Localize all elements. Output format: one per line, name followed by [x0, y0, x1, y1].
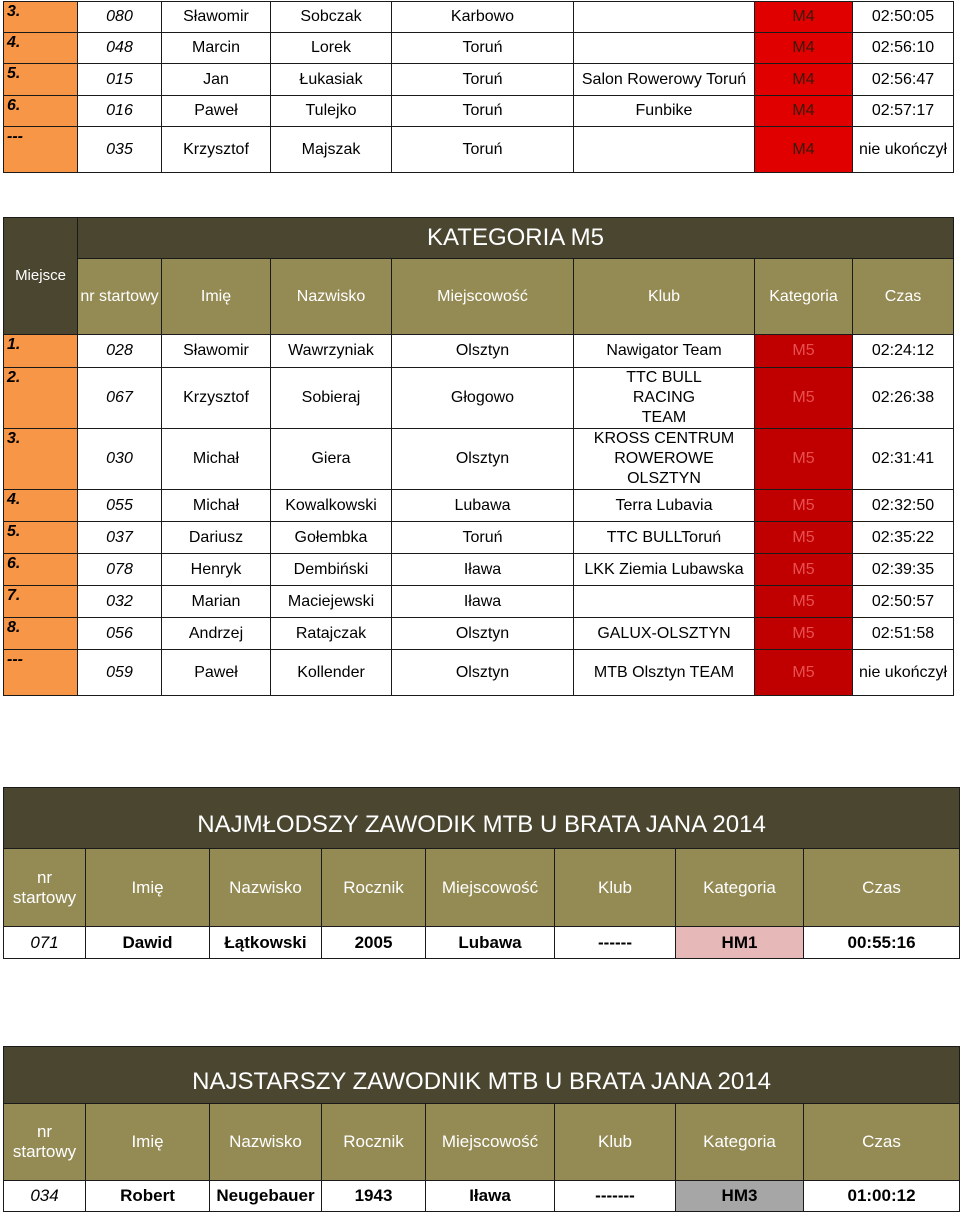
- time-cell: 02:50:57: [853, 586, 954, 618]
- table-row: [4, 650, 954, 696]
- place-cell: 4.: [4, 33, 78, 64]
- city-cell: Iława: [392, 586, 574, 618]
- city-cell: Olsztyn: [392, 335, 574, 368]
- city-cell: Toruń: [392, 33, 574, 64]
- city-cell: Toruń: [392, 127, 574, 173]
- club-cell: [574, 2, 755, 33]
- column-header-time: Czas: [853, 259, 954, 335]
- category-cell: M5: [755, 554, 853, 586]
- last-name-cell: Majszak: [271, 127, 392, 173]
- table-row: [4, 429, 954, 490]
- category-cell: M5: [755, 490, 853, 522]
- club-cell: [574, 33, 755, 64]
- city-cell: Toruń: [392, 522, 574, 554]
- last-name-cell: Kollender: [271, 650, 392, 696]
- start-number-cell: 080: [78, 2, 162, 33]
- start-number-cell: 015: [78, 64, 162, 96]
- start-number-cell: 071: [4, 927, 86, 959]
- time-cell: 02:32:50: [853, 490, 954, 522]
- table-row: [4, 1181, 960, 1212]
- time-cell: 02:26:38: [853, 368, 954, 429]
- place-cell: 7.: [4, 586, 78, 618]
- column-header-category: Kategoria: [676, 1104, 804, 1181]
- oldest-table-header: [4, 1047, 960, 1181]
- column-header-start-number: nr startowy: [4, 849, 86, 927]
- m5-table-header: [4, 218, 954, 335]
- time-cell: 02:24:12: [853, 335, 954, 368]
- club-cell: ------: [555, 927, 676, 959]
- youngest-table-header: [4, 788, 960, 927]
- column-header-last-name: Nazwisko: [210, 849, 322, 927]
- time-cell: nie ukończył: [853, 650, 954, 696]
- city-cell: Głogowo: [392, 368, 574, 429]
- last-name-cell: Tulejko: [271, 96, 392, 127]
- time-cell: 02:51:58: [853, 618, 954, 650]
- start-number-cell: 055: [78, 490, 162, 522]
- first-name-cell: Andrzej: [162, 618, 271, 650]
- place-cell: 2.: [4, 368, 78, 429]
- club-cell: Terra Lubavia: [574, 490, 755, 522]
- first-name-cell: Sławomir: [162, 335, 271, 368]
- table-row: [4, 554, 954, 586]
- column-header-last-name: Nazwisko: [210, 1104, 322, 1181]
- last-name-cell: Lorek: [271, 33, 392, 64]
- time-cell: 00:55:16: [804, 927, 960, 959]
- place-cell: 3.: [4, 429, 78, 490]
- oldest-rider-table: [3, 1046, 960, 1212]
- column-header-city: Miejscowość: [426, 1104, 555, 1181]
- club-cell: [574, 127, 755, 173]
- last-name-cell: Gołembka: [271, 522, 392, 554]
- m5-category-title: KATEGORIA M5: [78, 218, 954, 259]
- last-name-cell: Dembiński: [271, 554, 392, 586]
- m4-results-table: [3, 1, 954, 173]
- column-header-club: Klub: [555, 1104, 676, 1181]
- last-name-cell: Wawrzyniak: [271, 335, 392, 368]
- first-name-cell: Michał: [162, 490, 271, 522]
- city-cell: Toruń: [392, 64, 574, 96]
- column-header-category: Kategoria: [676, 849, 804, 927]
- youngest-rider-section: [3, 787, 960, 959]
- column-header-club: Klub: [574, 259, 755, 335]
- start-number-cell: 032: [78, 586, 162, 618]
- column-header-year: Rocznik: [322, 1104, 426, 1181]
- column-header-last-name: Nazwisko: [271, 259, 392, 335]
- table-row: [4, 618, 954, 650]
- club-cell: TTC BULLToruń: [574, 522, 755, 554]
- time-cell: 02:31:41: [853, 429, 954, 490]
- start-number-cell: 035: [78, 127, 162, 173]
- category-cell: M5: [755, 586, 853, 618]
- first-name-cell: Marcin: [162, 33, 271, 64]
- time-cell: 02:50:05: [853, 2, 954, 33]
- place-cell: 6.: [4, 96, 78, 127]
- city-cell: Iława: [392, 554, 574, 586]
- category-cell: M5: [755, 429, 853, 490]
- place-cell: 5.: [4, 64, 78, 96]
- city-cell: Lubawa: [392, 490, 574, 522]
- column-header-city: Miejscowość: [392, 259, 574, 335]
- youngest-table-body: [4, 927, 960, 959]
- club-cell: Funbike: [574, 96, 755, 127]
- oldest-title: NAJSTARSZY ZAWODNIK MTB U BRATA JANA 2014: [4, 1047, 960, 1104]
- category-cell: M4: [755, 96, 853, 127]
- club-cell: MTB Olsztyn TEAM: [574, 650, 755, 696]
- time-cell: 02:57:17: [853, 96, 954, 127]
- city-cell: Lubawa: [426, 927, 555, 959]
- youngest-rider-table: [3, 787, 960, 959]
- table-row: [4, 33, 954, 64]
- start-number-cell: 034: [4, 1181, 86, 1212]
- last-name-cell: Neugebauer: [210, 1181, 322, 1212]
- m5-results-table: [3, 217, 954, 696]
- column-header-first-name: Imię: [86, 849, 210, 927]
- first-name-cell: Paweł: [162, 96, 271, 127]
- last-name-cell: Łukasiak: [271, 64, 392, 96]
- category-cell: M5: [755, 368, 853, 429]
- first-name-cell: Dariusz: [162, 522, 271, 554]
- place-cell: 3.: [4, 2, 78, 33]
- city-cell: Olsztyn: [392, 618, 574, 650]
- first-name-cell: Marian: [162, 586, 271, 618]
- place-cell: 6.: [4, 554, 78, 586]
- last-name-cell: Maciejewski: [271, 586, 392, 618]
- column-header-city: Miejscowość: [426, 849, 555, 927]
- oldest-table-body: [4, 1181, 960, 1212]
- place-cell: ---: [4, 127, 78, 173]
- first-name-cell: Paweł: [162, 650, 271, 696]
- table-row: [4, 64, 954, 96]
- year-cell: 1943: [322, 1181, 426, 1212]
- city-cell: Iława: [426, 1181, 555, 1212]
- column-header-start-number: nr startowy: [78, 259, 162, 335]
- column-header-year: Rocznik: [322, 849, 426, 927]
- category-cell: M5: [755, 650, 853, 696]
- table-row: [4, 490, 954, 522]
- column-header-time: Czas: [804, 1104, 960, 1181]
- start-number-cell: 030: [78, 429, 162, 490]
- city-cell: Toruń: [392, 96, 574, 127]
- category-cell: HM3: [676, 1181, 804, 1212]
- club-cell: GALUX-OLSZTYN: [574, 618, 755, 650]
- table-row: [4, 368, 954, 429]
- table-row: [4, 522, 954, 554]
- first-name-cell: Jan: [162, 64, 271, 96]
- oldest-rider-section: [3, 1046, 960, 1212]
- start-number-cell: 016: [78, 96, 162, 127]
- m5-results-body: [4, 335, 954, 696]
- city-cell: Olsztyn: [392, 650, 574, 696]
- last-name-cell: Sobczak: [271, 2, 392, 33]
- start-number-cell: 078: [78, 554, 162, 586]
- m4-results-section: [3, 1, 954, 173]
- column-header-place: Miejsce: [4, 218, 78, 335]
- table-row: [4, 586, 954, 618]
- first-name-cell: Krzysztof: [162, 127, 271, 173]
- first-name-cell: Robert: [86, 1181, 210, 1212]
- first-name-cell: Sławomir: [162, 2, 271, 33]
- first-name-cell: Michał: [162, 429, 271, 490]
- table-row: [4, 927, 960, 959]
- club-cell: Nawigator Team: [574, 335, 755, 368]
- column-header-time: Czas: [804, 849, 960, 927]
- last-name-cell: Łątkowski: [210, 927, 322, 959]
- place-cell: 4.: [4, 490, 78, 522]
- start-number-cell: 056: [78, 618, 162, 650]
- place-cell: 8.: [4, 618, 78, 650]
- start-number-cell: 048: [78, 33, 162, 64]
- column-header-club: Klub: [555, 849, 676, 927]
- category-cell: M4: [755, 33, 853, 64]
- youngest-title: NAJMŁODSZY ZAWODIK MTB U BRATA JANA 2014: [4, 788, 960, 849]
- category-cell: M4: [755, 64, 853, 96]
- category-cell: M5: [755, 522, 853, 554]
- time-cell: 02:39:35: [853, 554, 954, 586]
- m5-results-section: [3, 217, 954, 696]
- table-row: [4, 96, 954, 127]
- category-cell: M4: [755, 127, 853, 173]
- start-number-cell: 067: [78, 368, 162, 429]
- last-name-cell: Kowalkowski: [271, 490, 392, 522]
- column-header-first-name: Imię: [86, 1104, 210, 1181]
- time-cell: 01:00:12: [804, 1181, 960, 1212]
- club-cell: KROSS CENTRUM ROWEROWE OLSZTYN: [574, 429, 755, 490]
- column-header-start-number: nr startowy: [4, 1104, 86, 1181]
- first-name-cell: Krzysztof: [162, 368, 271, 429]
- time-cell: 02:56:10: [853, 33, 954, 64]
- club-cell: TTC BULL RACING TEAM: [574, 368, 755, 429]
- category-cell: M5: [755, 618, 853, 650]
- category-cell: M5: [755, 335, 853, 368]
- start-number-cell: 037: [78, 522, 162, 554]
- club-cell: [574, 586, 755, 618]
- category-cell: HM1: [676, 927, 804, 959]
- table-row: [4, 2, 954, 33]
- category-cell: M4: [755, 2, 853, 33]
- club-cell: LKK Ziemia Lubawska: [574, 554, 755, 586]
- first-name-cell: Dawid: [86, 927, 210, 959]
- time-cell: nie ukończył: [853, 127, 954, 173]
- time-cell: 02:56:47: [853, 64, 954, 96]
- time-cell: 02:35:22: [853, 522, 954, 554]
- place-cell: 1.: [4, 335, 78, 368]
- club-cell: -------: [555, 1181, 676, 1212]
- start-number-cell: 059: [78, 650, 162, 696]
- first-name-cell: Henryk: [162, 554, 271, 586]
- column-header-first-name: Imię: [162, 259, 271, 335]
- column-header-category: Kategoria: [755, 259, 853, 335]
- last-name-cell: Giera: [271, 429, 392, 490]
- table-row: [4, 335, 954, 368]
- city-cell: Karbowo: [392, 2, 574, 33]
- last-name-cell: Ratajczak: [271, 618, 392, 650]
- club-cell: Salon Rowerowy Toruń: [574, 64, 755, 96]
- city-cell: Olsztyn: [392, 429, 574, 490]
- year-cell: 2005: [322, 927, 426, 959]
- last-name-cell: Sobieraj: [271, 368, 392, 429]
- table-row: [4, 127, 954, 173]
- place-cell: 5.: [4, 522, 78, 554]
- start-number-cell: 028: [78, 335, 162, 368]
- place-cell: ---: [4, 650, 78, 696]
- m4-results-body: [4, 2, 954, 173]
